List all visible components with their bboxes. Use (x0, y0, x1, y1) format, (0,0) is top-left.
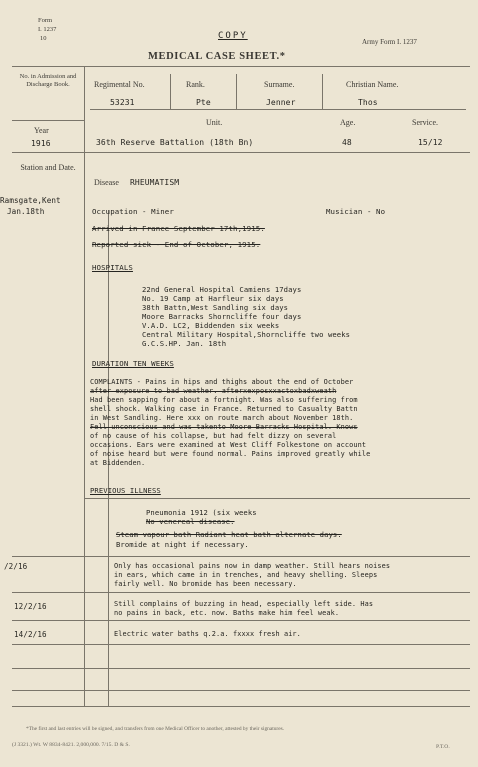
complaints-block (90, 378, 370, 468)
station-rule (12, 152, 470, 153)
complaints-line: in West Sandling. Here xxx on route march about November 18th. (90, 414, 354, 422)
complaints-line: shell shock. Walking case in France. Returned to Casualty Battn (90, 405, 358, 413)
entry-date: /2/16 (4, 562, 28, 571)
rank-value: Pte (196, 98, 211, 107)
surname-value: Jenner (266, 98, 296, 107)
hospital-item: G.C.S.HP. Jan. 18th (142, 339, 227, 348)
bottom-rule (12, 706, 470, 707)
reported-text: Reported sick - End of October, 1915. (92, 240, 261, 249)
previous-illness-line: No venereal disease. (146, 517, 235, 526)
previous-illness-title: PREVIOUS ILLNESS (90, 486, 161, 495)
complaints-line: occasions. Ears were examined at West Cliff Folkestone on account (90, 441, 367, 449)
grid-col-2 (236, 74, 237, 110)
hospital-item: Central Military Hospital,Shorncliffe two weeks (142, 330, 351, 339)
left-column-rule (84, 66, 85, 706)
year-label: Year (34, 126, 49, 135)
regimental-no-value: 53231 (110, 98, 135, 107)
entry-rule (12, 668, 470, 669)
disease-label: Disease (94, 178, 119, 187)
age-label: Age. (340, 118, 356, 127)
entry-date: 12/2/16 (14, 602, 47, 611)
musician-text: Musician - No (326, 207, 386, 216)
page-title: MEDICAL CASE SHEET.* (148, 51, 286, 62)
age-value: 48 (342, 138, 352, 147)
complaints-line: after exposure to bad weather. afterxexposxxactoxbadxweath (90, 387, 337, 395)
grid-col-1 (170, 74, 171, 110)
admission-book-label: No. in Admission and Discharge Book. (19, 73, 77, 88)
hospital-item: 38th Battn,West Sandling six days (142, 303, 289, 312)
entry-text: Electric water baths q.2.a. fxxxx fresh air. (114, 630, 301, 638)
occupation-text: Occupation - Miner (92, 207, 174, 216)
complaints-line: at Biddenden. (90, 459, 146, 467)
footer-note: *The first and last entries will be signed, and transfers from one Medical Officer to another, attested by their signatures. (26, 726, 285, 732)
station-date: Jan.18th (7, 207, 45, 216)
treatment-line: Steam vapour bath Radiant heat bath alternate days. (116, 530, 342, 539)
service-value: 15/12 (418, 138, 443, 147)
treatment-line: Bromide at night if necessary. (116, 540, 249, 549)
complaints-line: Fell unconscious and was takento Moore Barracks Hospital. Knows (90, 423, 358, 431)
previous-illness-block (146, 508, 257, 526)
complaints-line: of no cause of his collapse, but had felt dizzy on several (90, 432, 337, 440)
treatment-block (116, 530, 342, 550)
form-code-3: 10 (40, 35, 47, 42)
entry-rule (12, 690, 470, 691)
form-code-2: I. 1237 (38, 26, 57, 33)
unit-value: 36th Reserve Battalion (18th Bn) (96, 138, 254, 147)
year-value: 1916 (31, 139, 51, 148)
hospital-item: V.A.D. LC2, Biddenden six weeks (142, 321, 280, 330)
complaints-line: of noise heard but were found normal. Pains improved greatly while (90, 450, 371, 458)
top-rule (12, 66, 470, 67)
footer-print-code: (J 3321.) Wt. W 8834-8421. 2,000,000. 7/15. D & S. (12, 742, 130, 748)
disease-value: RHEUMATISM (130, 178, 180, 187)
hospital-list (142, 285, 350, 348)
regimental-no-label: Regimental No. (94, 80, 145, 89)
pto-label: P.T.O. (436, 744, 450, 750)
unit-label: Unit. (206, 118, 223, 127)
service-label: Service. (412, 118, 438, 127)
complaints-line: COMPLAINTS - Pains in hips and thighs about the end of October (90, 378, 354, 386)
rank-label: Rank. (186, 80, 205, 89)
station-date-label: Station and Date. (20, 163, 76, 172)
duration-text: DURATION TEN WEEKS (92, 359, 174, 368)
christian-name-value: Thos (358, 98, 378, 107)
hospitals-title: HOSPITALS (92, 263, 133, 272)
entries-rule (12, 556, 470, 557)
christian-name-label: Christian Name. (346, 80, 399, 89)
entry-rule (12, 644, 470, 645)
entry-text: Only has occasional pains now in damp weather. Still hears noises in ears, which came in in trenches, and heavy shelling. Sleeps fairly well. No bromide has been necessary. (114, 562, 391, 588)
name-row-rule (90, 109, 466, 110)
hospital-item: Moore Barracks Shorncliffe four days (142, 312, 302, 321)
army-form-label: Army Form I. 1237 (362, 38, 417, 46)
surname-label: Surname. (264, 80, 295, 89)
grid-col-3 (322, 74, 323, 110)
copy-label: COPY (218, 31, 248, 41)
previous-illness-rule (84, 498, 470, 499)
entry-rule (12, 592, 470, 593)
previous-illness-line: Pneumonia 1912 (six weeks (146, 508, 257, 517)
entry-text: Still complains of buzzing in head, especially left side. Has no pains in back, etc. now. Baths make him feel weak. (114, 600, 374, 617)
hospital-item: No. 19 Camp at Harfleur six days (142, 294, 284, 303)
station-place: Ramsgate,Kent (0, 196, 61, 205)
entry-date: 14/2/16 (14, 630, 47, 639)
year-rule-top (12, 120, 84, 121)
entry-rule (12, 620, 470, 621)
arrived-text: Arrived in France September 17th,1915. (92, 224, 265, 233)
form-code-1: Form (38, 17, 53, 24)
hospital-item: 22nd General Hospital Camiens 17days (142, 285, 302, 294)
complaints-line: Had been sapping for about a fortnight. Was also suffering from (90, 396, 358, 404)
